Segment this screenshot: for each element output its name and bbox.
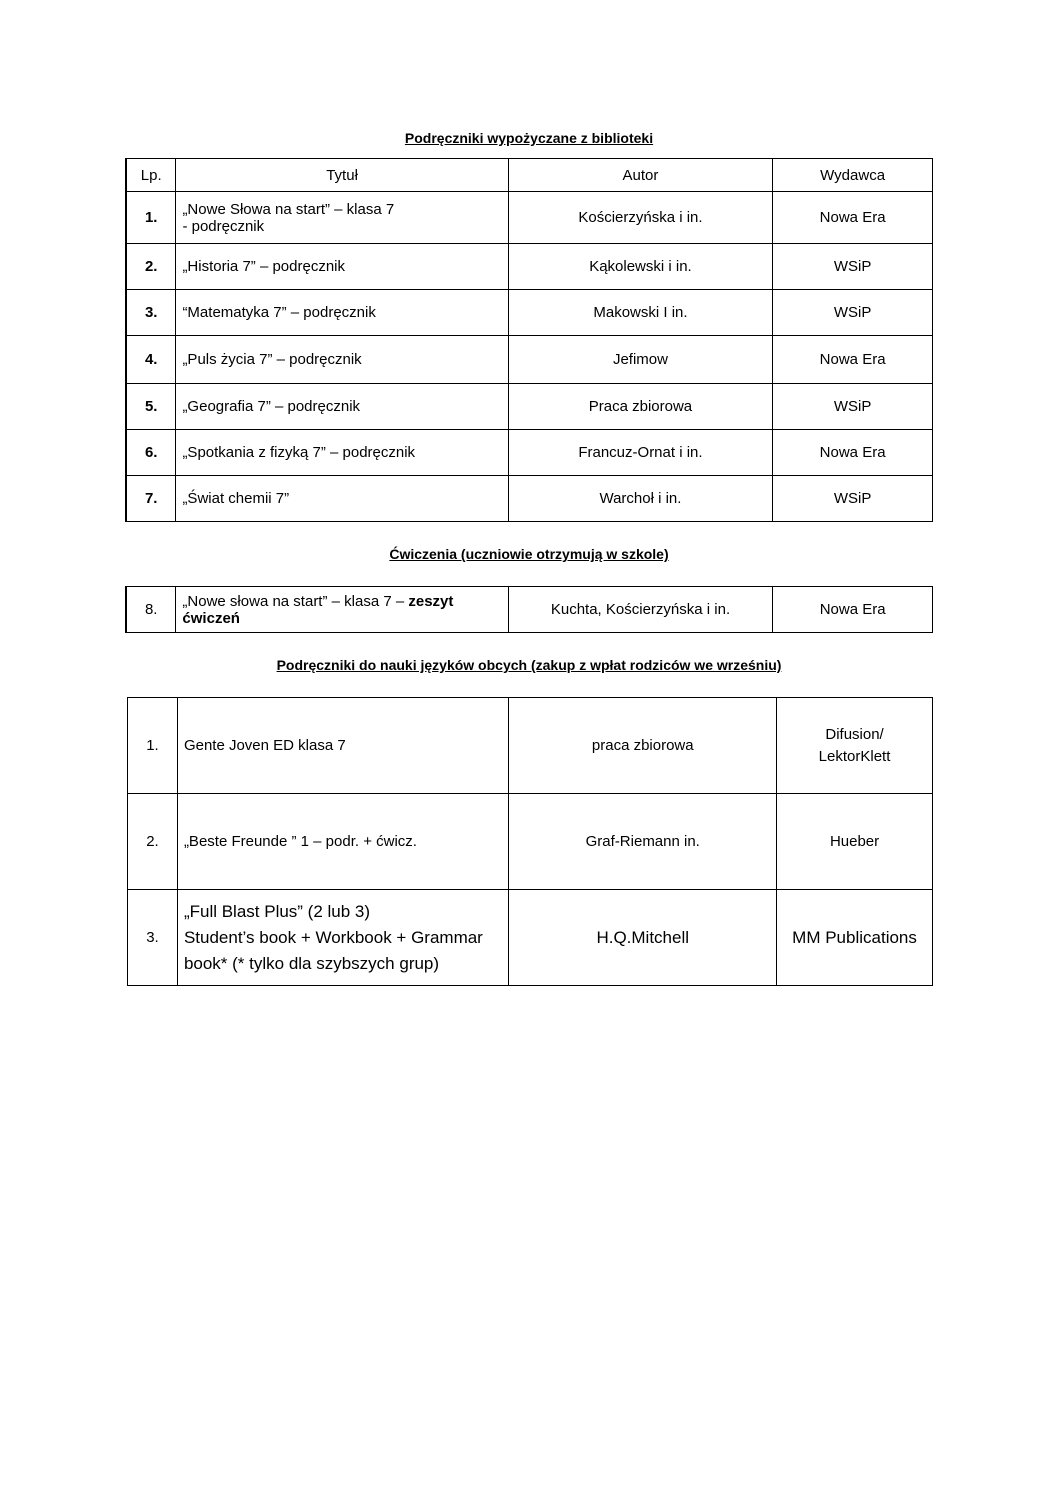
- row-publisher: Nowa Era: [773, 336, 933, 384]
- row-title: Gente Joven ED klasa 7: [177, 698, 508, 794]
- row-publisher: WSiP: [773, 244, 933, 290]
- row-number: 8.: [126, 587, 176, 633]
- row-title: „Świat chemii 7”: [176, 476, 508, 522]
- row-number: 7.: [126, 476, 176, 522]
- row-publisher: WSiP: [773, 476, 933, 522]
- row-publisher: Nowa Era: [773, 430, 933, 476]
- language-textbooks-table: [127, 697, 933, 986]
- section1-heading: Podręczniki wypożyczane z biblioteki: [404, 130, 654, 146]
- row-publisher: Nowa Era: [773, 587, 933, 633]
- row-title: “Matematyka 7” – podręcznik: [176, 290, 508, 336]
- row-title: „Beste Freunde ” 1 – podr. + ćwicz.: [177, 794, 508, 890]
- workbooks-table: [125, 586, 933, 633]
- row-publisher: MM Publications: [777, 890, 933, 986]
- row-number: 6.: [126, 430, 176, 476]
- row-author: H.Q.Mitchell: [509, 890, 777, 986]
- library-textbooks-table: [125, 158, 933, 522]
- row-title: „Puls życia 7” – podręcznik: [176, 336, 508, 384]
- table-header-row: [126, 159, 933, 192]
- table-row: [128, 698, 933, 794]
- table-row: [126, 192, 933, 244]
- row-author: Warchoł i in.: [508, 476, 773, 522]
- table-row: [126, 384, 933, 430]
- row-title: „Spotkania z fizyką 7” – podręcznik: [176, 430, 508, 476]
- row-title: „Geografia 7” – podręcznik: [176, 384, 508, 430]
- column-header-lp: Lp.: [126, 159, 176, 192]
- row-number: 1.: [126, 192, 176, 244]
- column-header-publisher: Wydawca: [773, 159, 933, 192]
- table-row: [128, 890, 933, 986]
- column-header-author: Autor: [508, 159, 773, 192]
- row-title: „Full Blast Plus” (2 lub 3) Student’s book + Workbook + Grammar book* (* tylko dla szybszych grup): [177, 890, 508, 986]
- column-header-title: Tytuł: [176, 159, 508, 192]
- row-author: Kościerzyńska i in.: [508, 192, 773, 244]
- section2-heading: Ćwiczenia (uczniowie otrzymują w szkole): [389, 546, 669, 562]
- row-title: „Nowe słowa na start” – klasa 7 – zeszyt ćwiczeń: [176, 587, 508, 633]
- row-author: Kąkolewski i in.: [508, 244, 773, 290]
- table-row: [126, 336, 933, 384]
- table-row: [126, 244, 933, 290]
- row-author: Jefimow: [508, 336, 773, 384]
- row-author: Francuz-Ornat i in.: [508, 430, 773, 476]
- row-title: „Historia 7” – podręcznik: [176, 244, 508, 290]
- row-title: „Nowe Słowa na start” – klasa 7 - podręcznik: [176, 192, 508, 244]
- row-number: 3.: [126, 290, 176, 336]
- row-author: praca zbiorowa: [509, 698, 777, 794]
- row-author: Kuchta, Kościerzyńska i in.: [508, 587, 773, 633]
- row-number: 2.: [126, 244, 176, 290]
- table-row: [128, 794, 933, 890]
- row-publisher: Hueber: [777, 794, 933, 890]
- row-publisher: WSiP: [773, 290, 933, 336]
- table-row: [126, 430, 933, 476]
- table-row: [126, 290, 933, 336]
- row-publisher: Difusion/ LektorKlett: [777, 698, 933, 794]
- row-number: 1.: [128, 698, 178, 794]
- row-number: 3.: [128, 890, 178, 986]
- row-author: Makowski I in.: [508, 290, 773, 336]
- row-publisher: Nowa Era: [773, 192, 933, 244]
- row-number: 4.: [126, 336, 176, 384]
- row-number: 5.: [126, 384, 176, 430]
- row-author: Graf-Riemann in.: [509, 794, 777, 890]
- row-number: 2.: [128, 794, 178, 890]
- row-author: Praca zbiorowa: [508, 384, 773, 430]
- table-row: [126, 476, 933, 522]
- section3-heading: Podręczniki do nauki języków obcych (zakup z wpłat rodziców we wrześniu): [276, 657, 782, 673]
- row-publisher: WSiP: [773, 384, 933, 430]
- table-row: [126, 587, 933, 633]
